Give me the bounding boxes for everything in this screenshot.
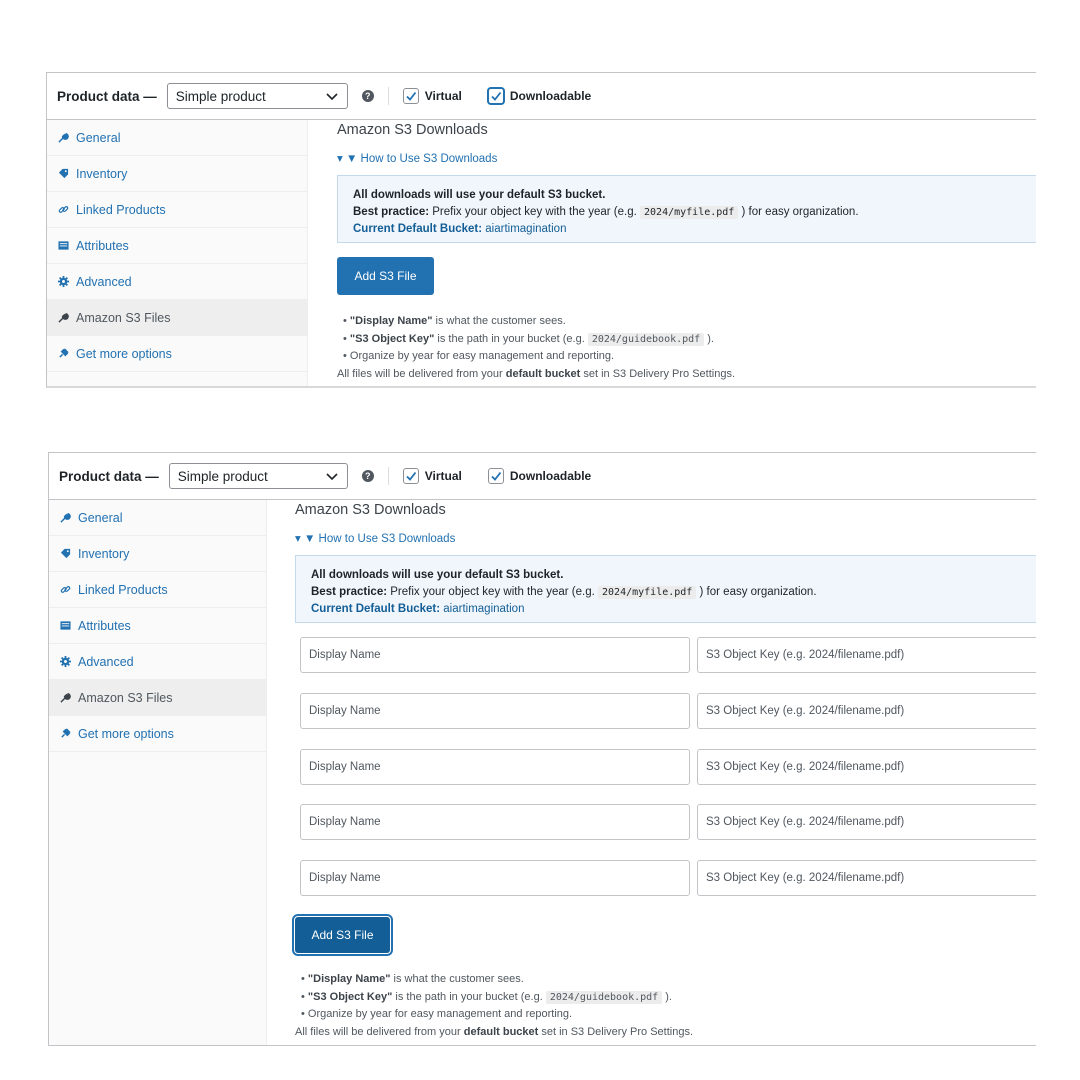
- link-icon: [57, 204, 69, 216]
- delivery-note: All files will be delivered from your default bucket set in S3 Delivery Pro Settings.: [337, 367, 735, 380]
- add-s3-file-button[interactable]: Add S3 File: [295, 917, 390, 953]
- tab-label: Inventory: [76, 166, 128, 181]
- checkmark-icon: [490, 90, 502, 102]
- note-object-key: • "S3 Object Key" is the path in your bucket (e.g. 2024/guidebook.pdf ).: [301, 990, 672, 1003]
- s3-section: [337, 120, 1036, 387]
- tab-inventory[interactable]: [49, 536, 266, 572]
- tab-amazon-s3-files[interactable]: [49, 680, 266, 716]
- tab-get-more-options[interactable]: [47, 336, 307, 372]
- divider: [388, 87, 389, 105]
- tab-general[interactable]: [49, 500, 266, 536]
- info-box: [337, 175, 1036, 243]
- virtual-label: Virtual: [424, 89, 462, 103]
- delivery-note: All files will be delivered from your default bucket set in S3 Delivery Pro Settings.: [295, 1025, 693, 1038]
- usage-notes: [295, 971, 693, 1041]
- s3-object-key-input[interactable]: S3 Object Key (e.g. 2024/filename.pdf): [697, 860, 1036, 896]
- tab-label: Get more options: [76, 346, 172, 361]
- tab-attributes[interactable]: [47, 228, 307, 264]
- wrench-icon: [57, 312, 69, 324]
- tab-label: Advanced: [78, 654, 134, 669]
- note-organize: • Organize by year for easy management and reporting.: [301, 1008, 573, 1020]
- tab-advanced[interactable]: [47, 264, 307, 300]
- add-s3-file-button[interactable]: Add S3 File: [337, 257, 434, 295]
- note-organize: • Organize by year for easy management and reporting.: [343, 350, 615, 362]
- tab-label: Inventory: [78, 546, 130, 561]
- tab-label: Attributes: [78, 618, 131, 633]
- tag-icon: [59, 548, 71, 560]
- virtual-label: Virtual: [424, 469, 462, 483]
- best-practice-text: Prefix your object key with the year (e.g.: [390, 586, 595, 598]
- s3-object-key-input[interactable]: S3 Object Key (e.g. 2024/filename.pdf): [697, 749, 1036, 785]
- tab-get-more-options[interactable]: [49, 716, 266, 752]
- tab-inventory[interactable]: [47, 156, 307, 192]
- product-data-header: [49, 453, 1036, 500]
- wrench-icon: [57, 132, 69, 144]
- bucket-label: Current Default Bucket:: [353, 223, 483, 235]
- note-display-name: • "Display Name" is what the customer sees.: [343, 315, 566, 327]
- checkmark-icon: [490, 470, 502, 482]
- howto-toggle[interactable]: ▾ ▼ How to Use S3 Downloads: [337, 153, 498, 165]
- best-practice-label: Best practice:: [353, 206, 430, 218]
- divider: [388, 467, 389, 485]
- display-name-input[interactable]: Display Name: [300, 860, 690, 896]
- downloadable-checkbox[interactable]: [488, 88, 504, 104]
- bucket-line: [311, 601, 1036, 618]
- tab-label: Amazon S3 Files: [78, 690, 173, 705]
- chevron-down-icon: [325, 89, 339, 103]
- help-icon[interactable]: ?: [362, 90, 374, 102]
- product-data-title: Product data —: [59, 468, 159, 484]
- tab-label: Get more options: [78, 726, 174, 741]
- tab-linked-products[interactable]: [47, 192, 307, 228]
- wrench-icon: [59, 512, 71, 524]
- plugin-icon: [57, 348, 69, 360]
- display-name-input[interactable]: Display Name: [300, 693, 690, 729]
- virtual-checkbox[interactable]: [403, 88, 419, 104]
- tab-label: Advanced: [76, 274, 132, 289]
- best-practice-text: Prefix your object key with the year (e.g.: [432, 206, 637, 218]
- tab-advanced[interactable]: [49, 644, 266, 680]
- tab-label: Amazon S3 Files: [76, 310, 171, 325]
- product-data-panel-after: [48, 452, 1036, 1046]
- product-type-value: Simple product: [177, 468, 268, 484]
- product-type-select[interactable]: [167, 83, 348, 109]
- product-tabs: [47, 120, 308, 387]
- s3-object-key-input[interactable]: S3 Object Key (e.g. 2024/filename.pdf): [697, 693, 1036, 729]
- note-display-name: • "Display Name" is what the customer sees.: [301, 973, 524, 985]
- note-object-key: • "S3 Object Key" is the path in your bucket (e.g. 2024/guidebook.pdf ).: [343, 332, 714, 345]
- wrench-icon: [59, 692, 71, 704]
- best-practice-line: [311, 584, 1036, 601]
- downloadable-label: Downloadable: [509, 89, 592, 103]
- list-icon: [57, 240, 69, 252]
- product-tabs: [49, 500, 267, 1046]
- product-type-select[interactable]: [169, 463, 348, 489]
- tab-amazon-s3-files[interactable]: [47, 300, 307, 336]
- info-line: All downloads will use your default S3 bucket.: [353, 189, 606, 201]
- info-line: All downloads will use your default S3 bucket.: [311, 569, 564, 581]
- best-practice-tail: ) for easy organization.: [699, 586, 817, 598]
- best-practice-tail: ) for easy organization.: [741, 206, 859, 218]
- list-icon: [59, 620, 71, 632]
- gear-icon: [57, 276, 69, 288]
- tab-label: General: [78, 510, 123, 525]
- display-name-input[interactable]: Display Name: [300, 637, 690, 673]
- tab-label: Attributes: [76, 238, 129, 253]
- tab-label: General: [76, 130, 121, 145]
- tab-label: Linked Products: [78, 582, 168, 597]
- best-practice-line: [353, 204, 1036, 221]
- best-practice-label: Best practice:: [311, 586, 388, 598]
- product-data-header: [47, 73, 1036, 120]
- link-icon: [59, 584, 71, 596]
- bucket-line: [353, 221, 1036, 238]
- s3-object-key-input[interactable]: S3 Object Key (e.g. 2024/filename.pdf): [697, 804, 1036, 840]
- tab-general[interactable]: [47, 120, 307, 156]
- info-box: [295, 555, 1036, 623]
- downloadable-checkbox[interactable]: [488, 468, 504, 484]
- product-data-panel-before: [46, 72, 1036, 388]
- help-icon[interactable]: ?: [362, 470, 374, 482]
- example-code: 2024/myfile.pdf: [598, 586, 696, 599]
- bucket-value: aiartimagination: [443, 603, 525, 615]
- section-title: Amazon S3 Downloads: [295, 502, 446, 518]
- product-data-title: Product data —: [57, 88, 157, 104]
- bucket-value: aiartimagination: [485, 223, 567, 235]
- display-name-input[interactable]: Display Name: [300, 804, 690, 840]
- section-title: Amazon S3 Downloads: [337, 122, 488, 138]
- checkmark-icon: [405, 90, 417, 102]
- s3-object-key-input[interactable]: S3 Object Key (e.g. 2024/filename.pdf): [697, 637, 1036, 673]
- chevron-down-icon: [325, 469, 339, 483]
- usage-notes: [337, 313, 735, 383]
- downloadable-label: Downloadable: [509, 469, 592, 483]
- product-type-value: Simple product: [175, 88, 266, 104]
- tab-label: Linked Products: [76, 202, 166, 217]
- tag-icon: [57, 168, 69, 180]
- display-name-input[interactable]: Display Name: [300, 749, 690, 785]
- gear-icon: [59, 656, 71, 668]
- plugin-icon: [59, 728, 71, 740]
- tab-linked-products[interactable]: [49, 572, 266, 608]
- virtual-checkbox[interactable]: [403, 468, 419, 484]
- checkmark-icon: [405, 470, 417, 482]
- bucket-label: Current Default Bucket:: [311, 603, 441, 615]
- howto-toggle[interactable]: ▾ ▼ How to Use S3 Downloads: [295, 533, 456, 545]
- example-code: 2024/myfile.pdf: [640, 206, 738, 219]
- s3-section: [295, 500, 1036, 1046]
- tab-attributes[interactable]: [49, 608, 266, 644]
